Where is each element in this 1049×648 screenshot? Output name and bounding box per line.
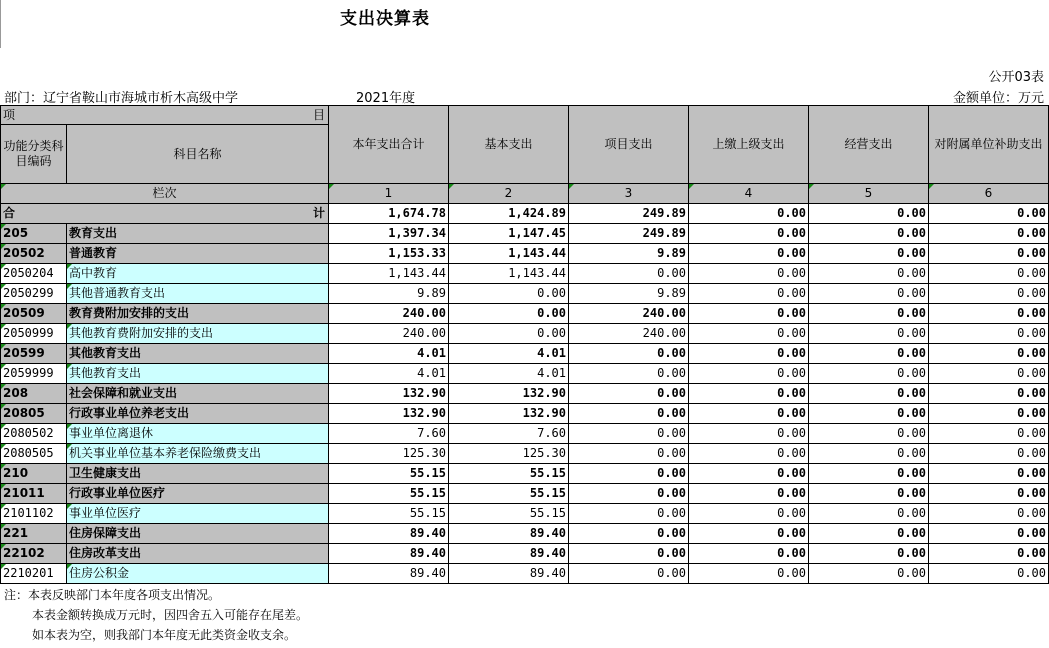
amount-cell: 55.15 — [449, 504, 569, 524]
amount-cell: 1,143.44 — [449, 244, 569, 264]
cell-marker-icon — [1, 264, 6, 269]
amount-cell: 0.00 — [689, 364, 809, 384]
amount-cell: 0.00 — [929, 364, 1049, 384]
amount-cell: 0.00 — [809, 444, 929, 464]
amount-cell: 9.89 — [569, 244, 689, 264]
subject-name: 机关事业单位基本养老保险缴费支出 — [67, 444, 329, 464]
summary-value: 1,424.89 — [449, 204, 569, 224]
amount-cell: 0.00 — [809, 264, 929, 284]
amount-cell: 125.30 — [329, 444, 449, 464]
footnote: 本表金额转换成万元时，因四舍五入可能存在尾差。 — [32, 608, 309, 622]
subject-name: 社会保障和就业支出 — [67, 384, 329, 404]
amount-cell: 0.00 — [929, 304, 1049, 324]
index-row — [1, 184, 1049, 204]
amount-cell: 0.00 — [929, 284, 1049, 304]
amount-cell: 0.00 — [809, 244, 929, 264]
amount-cell: 89.40 — [449, 524, 569, 544]
cell-marker-icon — [1, 484, 6, 489]
cell-marker-icon — [1, 384, 6, 389]
form-number: 公开03表 — [988, 70, 1044, 85]
amount-cell: 0.00 — [569, 444, 689, 464]
amount-cell: 55.15 — [329, 484, 449, 504]
amount-cell: 9.89 — [329, 284, 449, 304]
cell-marker-icon — [329, 184, 334, 189]
amount-cell: 0.00 — [929, 484, 1049, 504]
table-row — [1, 404, 1049, 424]
index-cell: 5 — [809, 184, 929, 204]
amount-cell: 0.00 — [569, 544, 689, 564]
table-row — [1, 344, 1049, 364]
amount-cell: 0.00 — [689, 424, 809, 444]
col-upper-header: 上缴上级支出 — [689, 106, 809, 184]
amount-cell: 132.90 — [449, 404, 569, 424]
amount-cell: 1,143.44 — [329, 264, 449, 284]
currency-unit: 金额单位：万元 — [952, 91, 1044, 106]
subject-code: 210 — [1, 464, 67, 484]
table-row — [1, 484, 1049, 504]
summary-label-left: 合 — [3, 206, 16, 220]
subject-name: 住房公积金 — [67, 564, 329, 584]
amount-cell: 0.00 — [689, 404, 809, 424]
amount-cell: 0.00 — [689, 324, 809, 344]
subject-name: 教育支出 — [67, 224, 329, 244]
amount-cell: 0.00 — [689, 524, 809, 544]
amount-cell: 1,153.33 — [329, 244, 449, 264]
index-cell: 3 — [569, 184, 689, 204]
table-row — [1, 284, 1049, 304]
amount-cell: 4.01 — [449, 364, 569, 384]
amount-cell: 89.40 — [449, 544, 569, 564]
subject-name: 事业单位医疗 — [67, 504, 329, 524]
summary-label-cell — [1, 204, 329, 224]
fiscal-year: 2021年度 — [356, 91, 416, 106]
subject-name: 高中教育 — [67, 264, 329, 284]
amount-cell: 0.00 — [689, 284, 809, 304]
subject-code: 20599 — [1, 344, 67, 364]
summary-value: 0.00 — [929, 204, 1049, 224]
amount-cell: 0.00 — [569, 384, 689, 404]
col-name-header: 科目名称 — [67, 125, 329, 184]
amount-cell: 0.00 — [929, 444, 1049, 464]
summary-value: 0.00 — [689, 204, 809, 224]
amount-cell: 0.00 — [929, 264, 1049, 284]
amount-cell: 0.00 — [569, 344, 689, 364]
amount-cell: 0.00 — [689, 244, 809, 264]
table-row — [1, 564, 1049, 584]
amount-cell: 0.00 — [929, 404, 1049, 424]
amount-cell: 0.00 — [449, 304, 569, 324]
amount-cell: 0.00 — [569, 564, 689, 584]
table-row — [1, 224, 1049, 244]
amount-cell: 0.00 — [809, 224, 929, 244]
subject-code: 21011 — [1, 484, 67, 504]
cell-marker-icon — [929, 184, 934, 189]
cell-marker-icon — [1, 544, 6, 549]
col-total-header: 本年支出合计 — [329, 106, 449, 184]
subject-code: 2080505 — [1, 444, 67, 464]
summary-label-right: 计 — [312, 206, 325, 220]
subject-code: 2059999 — [1, 364, 67, 384]
amount-cell: 0.00 — [929, 384, 1049, 404]
subject-name: 其他教育支出 — [67, 344, 329, 364]
cell-marker-icon — [1, 324, 6, 329]
amount-cell: 4.01 — [329, 364, 449, 384]
cell-marker-icon — [1, 564, 6, 569]
summary-value: 1,674.78 — [329, 204, 449, 224]
amount-cell: 55.15 — [449, 464, 569, 484]
footnote: 注：本表反映部门本年度各项支出情况。 — [4, 588, 221, 602]
cell-marker-icon — [809, 184, 814, 189]
amount-cell: 0.00 — [929, 424, 1049, 444]
amount-cell: 1,147.45 — [449, 224, 569, 244]
subject-code: 2050999 — [1, 324, 67, 344]
subject-name: 卫生健康支出 — [67, 464, 329, 484]
amount-cell: 0.00 — [689, 564, 809, 584]
amount-cell: 89.40 — [329, 564, 449, 584]
amount-cell: 0.00 — [809, 384, 929, 404]
subject-name: 事业单位离退休 — [67, 424, 329, 444]
subject-name: 行政事业单位养老支出 — [67, 404, 329, 424]
cell-marker-icon — [1, 304, 6, 309]
footnotes — [4, 585, 308, 645]
cell-marker-icon — [67, 444, 72, 449]
index-row-label: 栏次 — [1, 184, 329, 204]
department-label: 部门：辽宁省鞍山市海城市析木高级中学 — [4, 91, 239, 106]
amount-cell: 0.00 — [689, 224, 809, 244]
subject-name: 普通教育 — [67, 244, 329, 264]
subject-name: 其他普通教育支出 — [67, 284, 329, 304]
cell-marker-icon — [1, 344, 6, 349]
amount-cell: 0.00 — [569, 364, 689, 384]
amount-cell: 0.00 — [449, 284, 569, 304]
item-label: 项 — [3, 108, 16, 122]
amount-cell: 0.00 — [929, 524, 1049, 544]
amount-cell: 55.15 — [449, 484, 569, 504]
cell-marker-icon — [1, 404, 6, 409]
cell-marker-icon — [1, 284, 6, 289]
amount-cell: 0.00 — [569, 264, 689, 284]
table-row — [1, 384, 1049, 404]
table-row — [1, 544, 1049, 564]
cell-marker-icon — [1, 224, 6, 229]
amount-cell: 0.00 — [809, 344, 929, 364]
amount-cell: 0.00 — [809, 544, 929, 564]
cell-marker-icon — [67, 264, 72, 269]
cell-marker-icon — [67, 324, 72, 329]
index-cell: 4 — [689, 184, 809, 204]
amount-cell: 0.00 — [809, 324, 929, 344]
amount-cell: 0.00 — [689, 504, 809, 524]
amount-cell: 0.00 — [809, 284, 929, 304]
amount-cell: 89.40 — [329, 544, 449, 564]
amount-cell: 0.00 — [689, 464, 809, 484]
amount-cell: 0.00 — [809, 564, 929, 584]
subject-name: 其他教育支出 — [67, 364, 329, 384]
subject-name: 住房改革支出 — [67, 544, 329, 564]
amount-cell: 0.00 — [929, 324, 1049, 344]
amount-cell: 0.00 — [569, 464, 689, 484]
table-row — [1, 364, 1049, 384]
amount-cell: 89.40 — [449, 564, 569, 584]
amount-cell: 0.00 — [689, 484, 809, 504]
cell-marker-icon — [1, 524, 6, 529]
amount-cell: 0.00 — [809, 404, 929, 424]
cell-marker-icon — [67, 364, 72, 369]
index-cell: 2 — [449, 184, 569, 204]
subject-code: 2210201 — [1, 564, 67, 584]
amount-cell: 4.01 — [449, 344, 569, 364]
amount-cell: 132.90 — [449, 384, 569, 404]
item-right-label: 目 — [312, 108, 325, 122]
amount-cell: 9.89 — [569, 284, 689, 304]
cell-marker-icon — [449, 184, 454, 189]
cell-marker-icon — [67, 424, 72, 429]
amount-cell: 0.00 — [689, 344, 809, 364]
cell-marker-icon — [1, 364, 6, 369]
col-project-header: 项目支出 — [569, 106, 689, 184]
table-row — [1, 444, 1049, 464]
subject-name: 教育费附加安排的支出 — [67, 304, 329, 324]
cell-marker-icon — [67, 504, 72, 509]
table-row — [1, 244, 1049, 264]
subject-code: 2080502 — [1, 424, 67, 444]
subject-name: 住房保障支出 — [67, 524, 329, 544]
subject-code: 221 — [1, 524, 67, 544]
amount-cell: 249.89 — [569, 224, 689, 244]
amount-cell: 0.00 — [449, 324, 569, 344]
amount-cell: 0.00 — [569, 524, 689, 544]
amount-cell: 132.90 — [329, 384, 449, 404]
expenditure-table — [0, 105, 1049, 584]
amount-cell: 0.00 — [809, 364, 929, 384]
amount-cell: 0.00 — [569, 484, 689, 504]
amount-cell: 1,143.44 — [449, 264, 569, 284]
amount-cell: 0.00 — [689, 304, 809, 324]
index-cell: 1 — [329, 184, 449, 204]
amount-cell: 0.00 — [809, 504, 929, 524]
subject-code: 22102 — [1, 544, 67, 564]
summary-value: 249.89 — [569, 204, 689, 224]
amount-cell: 4.01 — [329, 344, 449, 364]
cell-marker-icon — [1, 504, 6, 509]
table-row — [1, 524, 1049, 544]
footnote: 如本表为空，则我部门本年度无此类资金收支余。 — [32, 628, 297, 642]
amount-cell: 0.00 — [809, 304, 929, 324]
amount-cell: 0.00 — [929, 224, 1049, 244]
cell-marker-icon — [569, 184, 574, 189]
table-row — [1, 504, 1049, 524]
amount-cell: 240.00 — [329, 304, 449, 324]
amount-cell: 0.00 — [689, 264, 809, 284]
amount-cell: 132.90 — [329, 404, 449, 424]
amount-cell: 0.00 — [929, 564, 1049, 584]
amount-cell: 0.00 — [569, 504, 689, 524]
cell-marker-icon — [689, 184, 694, 189]
subject-code: 2101102 — [1, 504, 67, 524]
amount-cell: 55.15 — [329, 504, 449, 524]
amount-cell: 240.00 — [329, 324, 449, 344]
col-business-header: 经营支出 — [809, 106, 929, 184]
table-row — [1, 264, 1049, 284]
subject-code: 2050204 — [1, 264, 67, 284]
amount-cell: 7.60 — [449, 424, 569, 444]
index-cell: 6 — [929, 184, 1049, 204]
amount-cell: 0.00 — [689, 444, 809, 464]
amount-cell: 0.00 — [809, 524, 929, 544]
table-row — [1, 304, 1049, 324]
amount-cell: 0.00 — [929, 244, 1049, 264]
subject-code: 20509 — [1, 304, 67, 324]
amount-cell: 0.00 — [929, 544, 1049, 564]
subject-code: 2050299 — [1, 284, 67, 304]
cell-marker-icon — [1, 244, 6, 249]
subject-code: 20502 — [1, 244, 67, 264]
header-row-1 — [1, 106, 1049, 125]
cell-marker-icon — [67, 564, 72, 569]
amount-cell: 240.00 — [569, 324, 689, 344]
amount-cell: 0.00 — [809, 484, 929, 504]
col-code-header: 功能分类科目编码 — [1, 125, 67, 184]
amount-cell: 240.00 — [569, 304, 689, 324]
cell-marker-icon — [1, 444, 6, 449]
amount-cell: 1,397.34 — [329, 224, 449, 244]
col-basic-header: 基本支出 — [449, 106, 569, 184]
summary-row — [1, 204, 1049, 224]
cell-marker-icon — [67, 284, 72, 289]
amount-cell: 55.15 — [329, 464, 449, 484]
amount-cell: 0.00 — [929, 344, 1049, 364]
subject-code: 20805 — [1, 404, 67, 424]
table-row — [1, 324, 1049, 344]
cell-marker-icon — [1, 424, 6, 429]
subject-name: 行政事业单位医疗 — [67, 484, 329, 504]
subject-name: 其他教育费附加安排的支出 — [67, 324, 329, 344]
table-row — [1, 464, 1049, 484]
table-row — [1, 424, 1049, 444]
amount-cell: 0.00 — [689, 544, 809, 564]
report-title: 支出决算表 — [340, 9, 430, 29]
cell-marker-icon — [1, 464, 6, 469]
amount-cell: 125.30 — [449, 444, 569, 464]
amount-cell: 89.40 — [329, 524, 449, 544]
item-header-cell — [1, 106, 329, 125]
summary-value: 0.00 — [809, 204, 929, 224]
amount-cell: 0.00 — [929, 504, 1049, 524]
amount-cell: 0.00 — [569, 424, 689, 444]
subject-code: 208 — [1, 384, 67, 404]
subject-code: 205 — [1, 224, 67, 244]
amount-cell: 0.00 — [809, 424, 929, 444]
amount-cell: 0.00 — [689, 384, 809, 404]
amount-cell: 0.00 — [569, 404, 689, 424]
amount-cell: 0.00 — [809, 464, 929, 484]
cell-marker-icon — [1, 184, 6, 189]
amount-cell: 7.60 — [329, 424, 449, 444]
col-subsidy-header: 对附属单位补助支出 — [929, 106, 1049, 184]
amount-cell: 0.00 — [929, 464, 1049, 484]
